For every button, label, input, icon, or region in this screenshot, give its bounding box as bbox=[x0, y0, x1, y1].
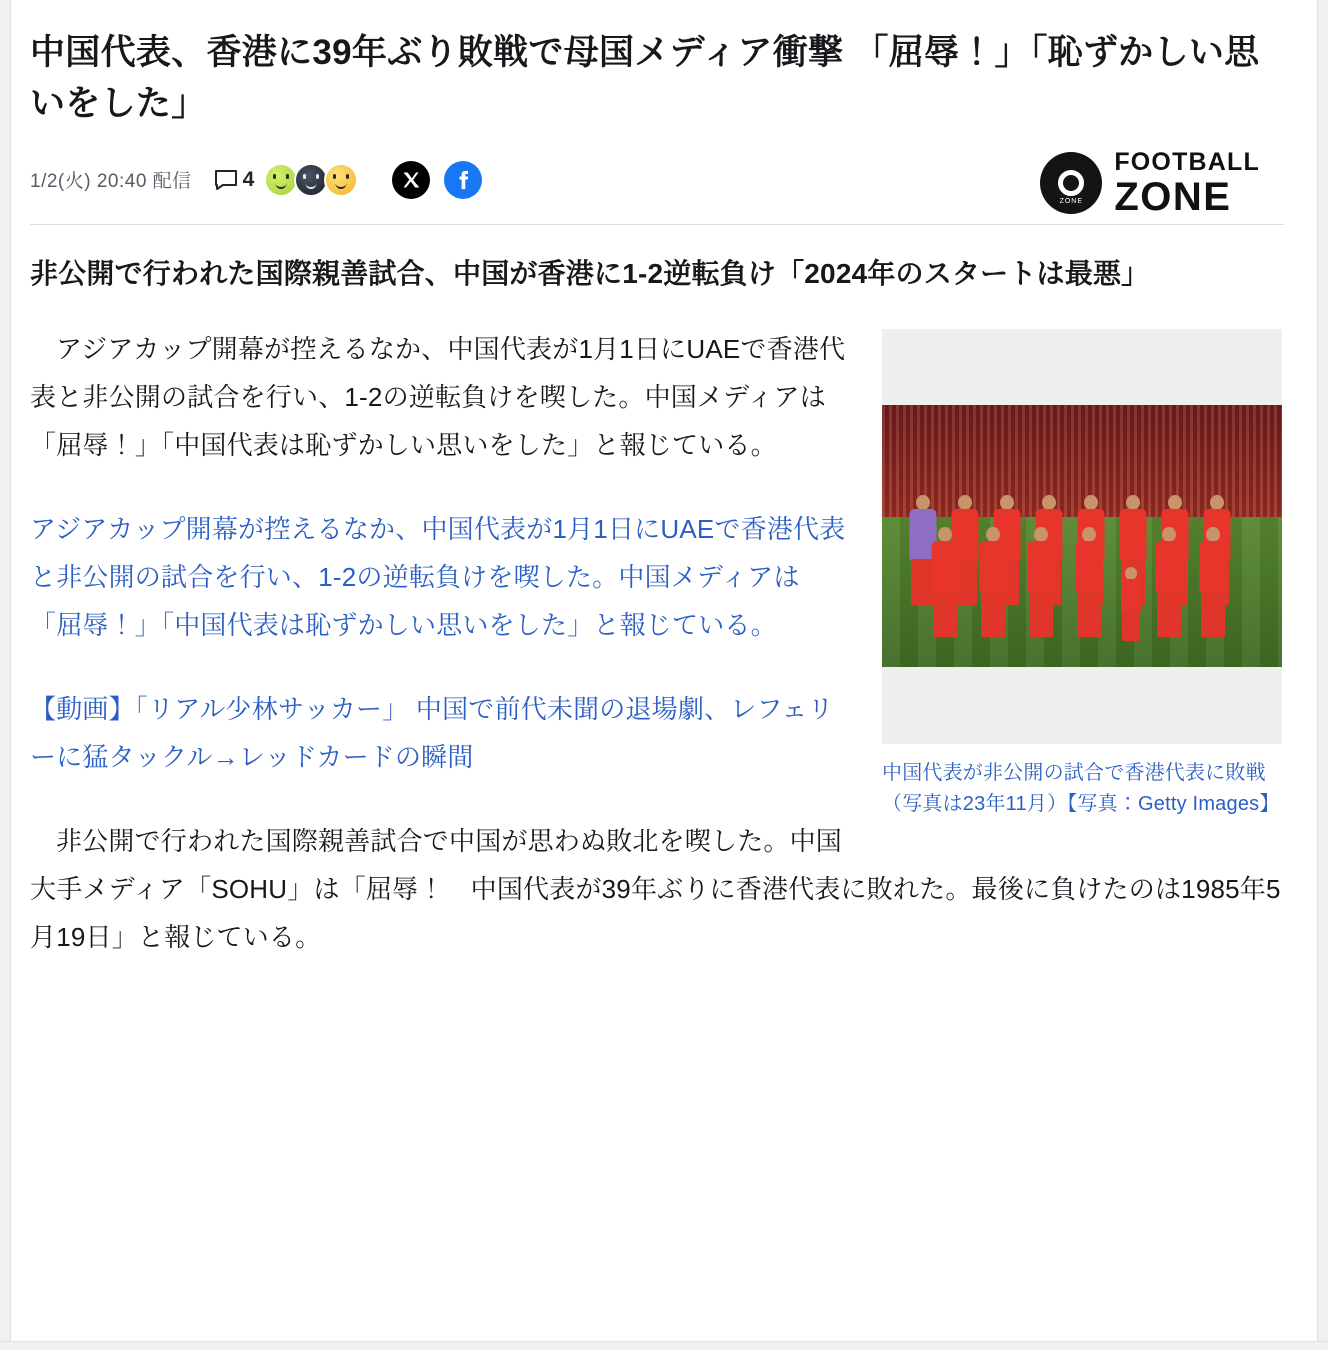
article-subheadline: 非公開で行われた国際親善試合、中国が香港に1-2逆転負け「2024年のスタートは最悪」 bbox=[30, 257, 1150, 289]
publisher-name-top: FOOTBALL bbox=[1114, 147, 1260, 176]
publisher-logo[interactable] bbox=[1040, 147, 1260, 219]
page-right-edge bbox=[1317, 0, 1328, 1350]
comment-count-button[interactable] bbox=[214, 168, 255, 192]
figure-caption: 中国代表が非公開の試合で香港代表に敗戦（写真は23年11月）【写真：Getty Images】 bbox=[882, 761, 1280, 815]
related-video-link[interactable]: 【動画】「リアル少林サッカー」 中国で前代未聞の退場劇、レフェリーに猛タックル→レッドカードの瞬間 bbox=[30, 694, 834, 773]
x-icon[interactable] bbox=[392, 161, 430, 199]
article-paragraph-2-link[interactable]: アジアカップ開幕が控えるなか、中国代表が1月1日にUAEで香港代表と非公開の試合を行い、1-2の逆転負けを喫した。中国メディアは「屈辱！」「中国代表は恥ずかしい思いをした」と報じている。 bbox=[30, 513, 846, 640]
team-photo bbox=[882, 329, 1282, 744]
header-divider bbox=[30, 224, 1284, 225]
article-meta-row bbox=[30, 147, 1290, 219]
team-photo-image bbox=[882, 405, 1282, 667]
publish-timestamp: 1/2(火) 20:40 配信 bbox=[30, 171, 192, 192]
article-paragraph-3: 非公開で行われた国際親善試合で中国が思わぬ敗北を喫した。中国大手メディア「SOHU」は「屈辱！ 中国代表が39年ぶりに香港代表に敗れた。最後に負けたのは1985年5月19日」と報じている。 bbox=[30, 826, 1281, 953]
page-bottom-edge bbox=[0, 1341, 1328, 1350]
comment-count-label: 4 bbox=[242, 167, 255, 191]
article-figure bbox=[882, 329, 1282, 820]
article-body bbox=[30, 325, 1282, 998]
reaction-avatars[interactable] bbox=[264, 163, 358, 197]
comment-icon bbox=[214, 169, 238, 191]
page-left-edge bbox=[0, 0, 11, 1350]
reaction-face-happy-icon bbox=[264, 163, 298, 197]
publisher-name-bottom: ZONE bbox=[1114, 174, 1232, 219]
publisher-name bbox=[1114, 147, 1260, 219]
page-title: 中国代表、香港に39年ぶり敗戦で母国メディア衝撃 「屈辱！」「恥ずかしい思いをした」 bbox=[30, 33, 1260, 123]
reaction-face-yellow-icon bbox=[324, 163, 358, 197]
football-zone-mark-icon bbox=[1040, 152, 1102, 214]
article-paragraph-1: アジアカップ開幕が控えるなか、中国代表が1月1日にUAEで香港代表と非公開の試合を行い、1-2の逆転負けを喫した。中国メディアは「屈辱！」「中国代表は恥ずかしい思いをした」と報じている。 bbox=[30, 333, 846, 460]
share-buttons bbox=[392, 161, 482, 199]
facebook-icon[interactable] bbox=[444, 161, 482, 199]
reaction-face-dark-icon bbox=[294, 163, 328, 197]
players-group bbox=[890, 445, 1274, 645]
logo-inner-text: ZONE bbox=[1059, 198, 1084, 205]
